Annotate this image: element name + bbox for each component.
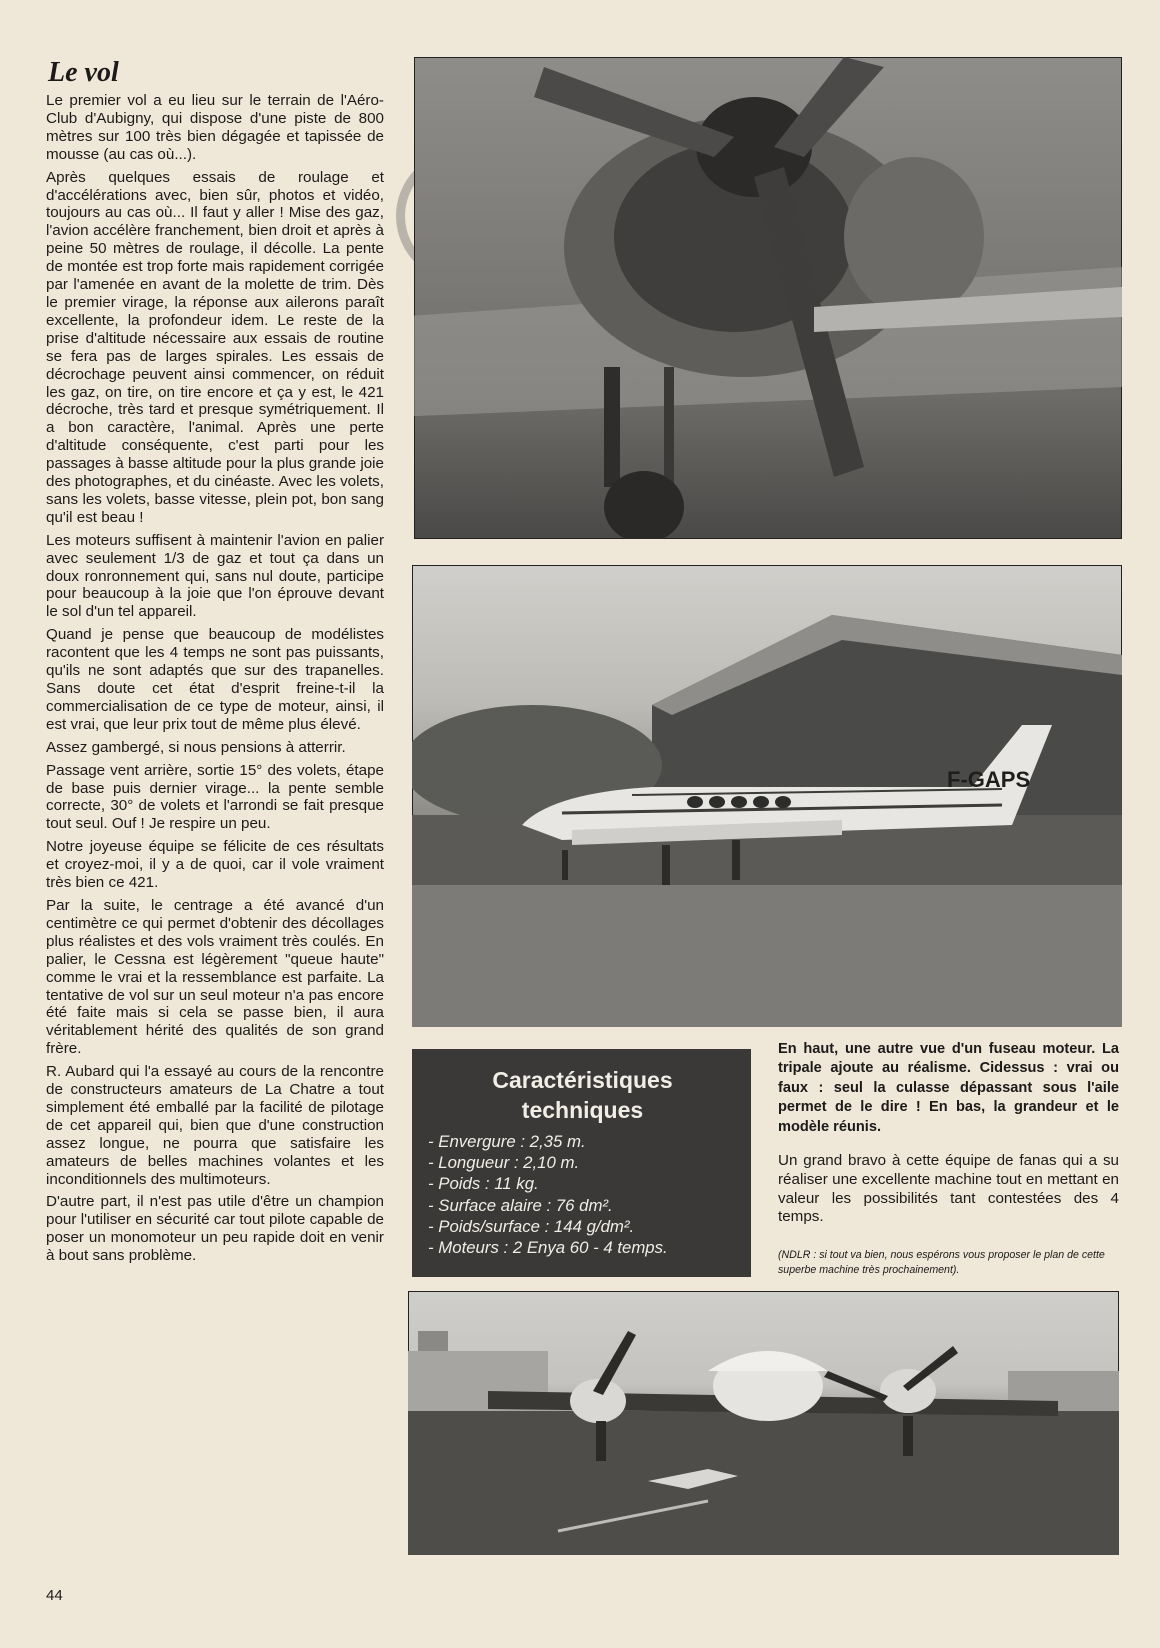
aircraft-registration: F-GAPS	[947, 767, 1031, 792]
photo-caption: En haut, une autre vue d'un fuseau moteur. La tripale ajoute au réalisme. Cidessus : vrai ou faux : seul la culasse dépassant sous l'aile permet de le dire ! En bas, la grandeur et le modèle réunis.	[778, 1041, 1119, 1135]
article-paragraph: Par la suite, le centrage a été avancé d'un centimètre ce qui permet d'obtenir des décollages plus réalistes et des vols vraiment très coulés. En palier, le Cessna est légèrement "queue haute" comme le vrai et la ressemblance est parfaite. La tentative de vol sur un seul moteur n'a pas encore été faite mais si cela se passe bien, il aura véritablement hérité des qualités de son grand frère.	[46, 896, 384, 1058]
article-paragraph: Le premier vol a eu lieu sur le terrain de l'Aéro-Club d'Aubigny, qui dispose d'une piste de 800 mètres sur 100 très bien dégagée et tapissée de mousse (au cas où...).	[46, 92, 384, 163]
photo-model-hangar	[412, 565, 1122, 1027]
article-paragraph: R. Aubard qui l'a essayé au cours de la rencontre de constructeurs amateurs de La Chatre a tout simplement été emballé par la facilité de pilotage de cet appareil qui, bien que d'une construction assez longue, ne pourra que satisfaire les amateurs de belles machines volantes et les inconditionnels des multimoteurs.	[46, 1063, 384, 1188]
spec-item: - Surface alaire : 76 dm².	[428, 1195, 613, 1215]
specs-title-line: Caractéristiques	[492, 1067, 673, 1093]
photo-full-size-and-model	[408, 1291, 1119, 1555]
spec-item: - Poids/surface : 144 g/dm².	[428, 1216, 635, 1236]
spec-item: - Longueur : 2,10 m.	[428, 1153, 580, 1173]
spec-item: - Moteurs : 2 Enya 60 - 4 temps.	[428, 1238, 668, 1258]
article-paragraph: Assez gambergé, si nous pensions à atterrir.	[46, 738, 346, 756]
photo-engine-closeup	[414, 57, 1122, 539]
specs-list	[428, 1131, 737, 1258]
specs-box	[412, 1049, 751, 1277]
article-paragraph: Quand je pense que beaucoup de modélistes racontent que les 4 temps ne sont pas puissants, qu'ils ne sont adaptés que sur des trapanelles. Sans doute cet état d'esprit freine-t-il la commercialisation de ce type de moteur, ainsi, il est vrai, que leur prix tout de même plus élevé.	[46, 626, 384, 733]
page-number: 44	[46, 1587, 63, 1604]
article-paragraph: D'autre part, il n'est pas utile d'être un champion pour l'utiliser en sécurité car tout pilote capable de poser un monomoteur un peu rapide doit en venir à bout sans problème.	[46, 1193, 384, 1265]
closing-paragraph: Un grand bravo à cette équipe de fanas qui a su réaliser une excellente machine tout en mettant en valeur les possibilités tant contestées des 4 temps.	[778, 1152, 1119, 1226]
spec-item: - Envergure : 2,35 m.	[428, 1132, 586, 1151]
specs-title	[428, 1065, 737, 1125]
specs-title-line: techniques	[521, 1097, 644, 1123]
article-paragraph: Passage vent arrière, sortie 15° des volets, étape de base puis dernier virage... la pente semble correcte, 30° de volets et l'arrondi se fait presque tout seul. Ouf ! Je respire un peu.	[46, 761, 384, 833]
article-paragraph: Après quelques essais de roulage et d'accélérations avec, bien sûr, photos et vidéo, toujours au cas où... Il faut y aller ! Mise des gaz, l'avion accélère franchement, bien droit et après à peine 50 mètres de roulage, il décolle. La pente de montée est trop forte mais rapidement corrigée par l'amenée en avant de la molette de trim. Dès le premier virage, la réponse aux ailerons paraît excellente, la profondeur idem. Le reste de la prise d'altitude nécessaire aux essais de routine se fera pas de larges spirales. Les essais de décrochage peuvent ainsi commencer, on réduit les gaz, on tire, on tire encore et ça y est, le 421 décroche, très tard et presque symétriquement. Il a bon caractère, l'animal. Après une perte d'altitude conséquente, c'est parti pour les passages à basse altitude pour la plus grande joie des photographes, et du cinéaste. Avec les volets, sans les volets, basse vitesse, plein pot, bon sang qu'il est beau !	[46, 168, 384, 526]
spec-item: - Poids : 11 kg.	[428, 1174, 539, 1194]
editor-note: (NDLR : si tout va bien, nous espérons vous proposer le plan de cette superbe machine très prochainement).	[778, 1249, 1105, 1276]
article-paragraph: Notre joyeuse équipe se félicite de ces résultats et croyez-moi, il y a de quoi, car il vole vraiment très bien ce 421.	[46, 838, 384, 892]
article-heading: Le vol	[48, 57, 119, 88]
article-column	[46, 56, 384, 1576]
article-paragraph: Les moteurs suffisent à maintenir l'avion en palier avec seulement 1/3 de gaz et tout ça dans un doux ronronnement qui, sans nul doute, participe pour beaucoup à la joie que l'on éprouve devant le sol d'un tel appareil.	[46, 531, 384, 621]
